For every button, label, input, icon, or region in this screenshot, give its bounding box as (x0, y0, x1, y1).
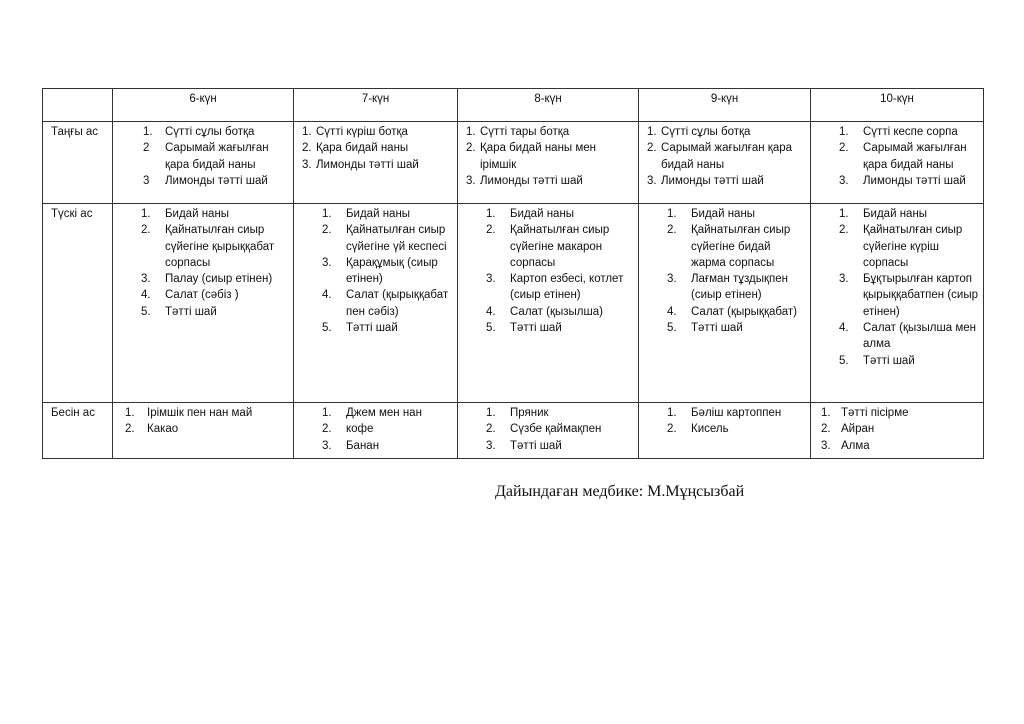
item-text: Бәліш картоппен (691, 407, 782, 419)
item-number: 1. (486, 407, 496, 419)
menu-cell (458, 403, 639, 459)
menu-list (815, 124, 979, 189)
item-number: 3. (486, 273, 496, 286)
list-item (839, 140, 979, 173)
item-number: 4. (141, 289, 151, 302)
day-header: 6-күн (113, 89, 294, 122)
item-number: 3. (466, 174, 476, 187)
menu-cell (294, 204, 458, 403)
item-text: кофе (346, 423, 374, 436)
item-text: Сарымай жағылған қара бидай наны (165, 142, 269, 171)
list-item (322, 320, 453, 336)
item-number: 2 (143, 142, 150, 155)
list-item (466, 173, 634, 189)
meal-label: Таңғы ас (43, 122, 113, 204)
item-number: 3. (322, 256, 332, 269)
item-number: 5. (322, 322, 332, 335)
item-text: Сарымай жағылған қара бидай наны (661, 142, 793, 171)
item-text: Салат (қызылша мен алма (863, 322, 976, 351)
item-text: Сүтті сұлы ботқа (661, 126, 751, 138)
menu-cell (113, 403, 294, 459)
item-text: Сүтті кеспе сорпа (863, 126, 958, 138)
item-text: Сүтті сұлы ботқа (165, 126, 255, 138)
header-row (43, 89, 984, 122)
menu-cell (113, 204, 294, 403)
item-number: 2. (667, 423, 677, 436)
item-text: Қайнатылған сиыр сүйегіне макарон сорпасы (510, 224, 610, 269)
list-item (667, 405, 806, 421)
item-text: Бидай наны (510, 208, 575, 220)
list-item (322, 438, 453, 454)
item-number: 4. (486, 305, 496, 318)
meal-row-snack (43, 403, 984, 459)
item-text: Лимонды тәтті шай (661, 174, 764, 187)
menu-table (42, 88, 984, 459)
meal-label: Түскі ас (43, 204, 113, 403)
menu-cell (639, 122, 811, 204)
item-number: 1. (322, 407, 332, 419)
item-text: Лимонды тәтті шай (316, 158, 419, 171)
list-item (486, 320, 634, 336)
item-number: 5. (667, 322, 677, 335)
item-text: Салат (қырыққабат пен сәбіз) (346, 289, 449, 318)
list-item (486, 421, 634, 437)
menu-list (117, 206, 289, 320)
item-text: Бұқтырылған картоп қырыққабатпен (сиыр етінен) (863, 273, 978, 318)
list-item (141, 304, 289, 320)
menu-cell (811, 204, 984, 403)
list-item (667, 320, 806, 336)
item-number: 5. (141, 305, 151, 318)
item-number: 5. (486, 322, 496, 335)
item-text: Салат (қырыққабат) (691, 305, 797, 318)
item-text: Қайнатылған сиыр сүйегіне қырыққабат сорпасы (165, 224, 275, 269)
item-number: 5. (839, 354, 849, 367)
item-number: 1. (486, 208, 496, 220)
item-number: 2. (839, 142, 849, 155)
item-number: 1. (322, 208, 332, 220)
menu-cell (458, 122, 639, 204)
list-item (647, 140, 806, 173)
list-item (667, 304, 806, 320)
list-item (486, 438, 634, 454)
item-text: Бидай наны (691, 208, 756, 220)
item-text: Тәтті шай (510, 439, 562, 452)
list-item (486, 304, 634, 320)
item-text: Сүзбе қаймақпен (510, 423, 602, 436)
list-item (302, 157, 453, 173)
menu-list (643, 405, 806, 438)
item-number: 3. (486, 439, 496, 452)
list-item (322, 287, 453, 320)
item-number: 3. (302, 158, 312, 171)
item-number: 2. (141, 224, 151, 237)
item-text: Какао (147, 423, 179, 436)
item-text: Бидай наны (346, 208, 411, 220)
menu-cell (639, 403, 811, 459)
item-text: Қайнатылған сиыр сүйегіне үй кеспесі (346, 224, 447, 253)
list-item (486, 271, 634, 304)
item-number: 1. (302, 126, 312, 138)
list-item (125, 405, 289, 421)
corner-cell (43, 89, 113, 122)
list-item (839, 222, 979, 271)
item-text: Айран (841, 423, 875, 436)
list-item (322, 405, 453, 421)
item-number: 2. (667, 224, 677, 237)
menu-list (117, 405, 289, 438)
item-text: Қара бидай наны мен ірімшік (480, 142, 597, 171)
item-number: 3. (839, 174, 849, 187)
item-number: 2. (302, 142, 312, 155)
item-text: Тәтті шай (691, 322, 743, 335)
item-text: Сарымай жағылған қара бидай наны (863, 142, 967, 171)
item-text: Қайнатылған сиыр сүйегіне күріш сорпасы (863, 224, 963, 269)
item-text: Лимонды тәтті шай (863, 174, 966, 187)
menu-list (462, 124, 634, 189)
item-text: Картоп езбесі, котлет (сиыр етінен) (510, 273, 624, 302)
menu-list (298, 405, 453, 454)
list-item (839, 271, 979, 320)
item-text: Лағман тұздықпен (сиыр етінен) (691, 273, 789, 302)
list-item (143, 124, 289, 140)
item-text: Салат (қызылша) (510, 305, 603, 318)
list-item (141, 222, 289, 271)
list-item (141, 287, 289, 303)
item-text: Сүтті күріш ботқа (316, 126, 408, 138)
item-text: Тәтті пісірме (841, 407, 909, 419)
item-text: Салат (сәбіз ) (165, 289, 239, 302)
list-item (667, 206, 806, 222)
menu-list (298, 206, 453, 336)
list-item (302, 140, 453, 156)
list-item (466, 140, 634, 173)
item-number: 1. (839, 126, 849, 138)
list-item (647, 124, 806, 140)
item-number: 1. (647, 126, 657, 138)
item-number: 4. (322, 289, 332, 302)
menu-cell (811, 122, 984, 204)
list-item (839, 320, 979, 353)
meal-row-lunch (43, 204, 984, 403)
list-item (322, 206, 453, 222)
item-number: 2. (125, 423, 135, 436)
item-text: Тәтті шай (863, 354, 915, 367)
list-item (141, 271, 289, 287)
list-item (141, 206, 289, 222)
list-item (322, 222, 453, 255)
list-item (143, 173, 289, 189)
item-text: Лимонды тәтті шай (480, 174, 583, 187)
menu-cell (639, 204, 811, 403)
item-number: 4. (667, 305, 677, 318)
list-item (821, 405, 979, 421)
item-text: Қайнатылған сиыр сүйегіне бидай жарма сорпасы (691, 224, 791, 269)
item-number: 3. (141, 273, 151, 286)
menu-list (643, 206, 806, 336)
meal-label: Бесін ас (43, 403, 113, 459)
menu-cell (811, 403, 984, 459)
item-number: 1. (143, 126, 153, 138)
item-number: 1. (839, 208, 849, 220)
menu-list (298, 124, 453, 173)
menu-cell (294, 122, 458, 204)
item-text: Тәтті шай (510, 322, 562, 335)
item-number: 2. (466, 142, 476, 155)
item-text: Бидай наны (863, 208, 928, 220)
list-item (486, 405, 634, 421)
item-number: 1. (667, 208, 677, 220)
list-item (466, 124, 634, 140)
item-number: 1. (667, 407, 677, 419)
list-item (821, 421, 979, 437)
item-number: 1. (466, 126, 476, 138)
item-number: 2. (322, 224, 332, 237)
menu-list (815, 206, 979, 369)
day-header: 9-күн (639, 89, 811, 122)
item-number: 2. (322, 423, 332, 436)
menu-list (462, 206, 634, 336)
list-item (839, 173, 979, 189)
list-item (143, 140, 289, 173)
item-number: 3. (647, 174, 657, 187)
list-item (647, 173, 806, 189)
item-text: Бидай наны (165, 208, 230, 220)
item-text: Кисель (691, 423, 729, 436)
item-number: 3. (839, 273, 849, 286)
item-number: 4. (839, 322, 849, 335)
item-text: Алма (841, 439, 870, 452)
list-item (821, 438, 979, 454)
day-header: 10-күн (811, 89, 984, 122)
item-text: Лимонды тәтті шай (165, 174, 268, 187)
item-text: Джем мен нан (346, 407, 422, 419)
list-item (322, 421, 453, 437)
list-item (302, 124, 453, 140)
list-item (667, 222, 806, 271)
menu-list (643, 124, 806, 189)
item-text: Қара бидай наны (316, 142, 409, 155)
item-text: Тәтті шай (165, 305, 217, 318)
item-text: Тәтті шай (346, 322, 398, 335)
item-text: Ірімшік пен нан май (147, 407, 253, 419)
item-text: Банан (346, 439, 380, 452)
list-item (125, 421, 289, 437)
item-text: Палау (сиыр етінен) (165, 273, 273, 286)
menu-cell (113, 122, 294, 204)
list-item (839, 353, 979, 369)
item-number: 3. (821, 439, 831, 452)
meal-row-breakfast (43, 122, 984, 204)
list-item (667, 271, 806, 304)
item-number: 2. (486, 423, 496, 436)
item-number: 2. (839, 224, 849, 237)
list-item (839, 206, 979, 222)
item-text: Пряник (510, 407, 549, 419)
list-item (667, 421, 806, 437)
item-number: 3. (667, 273, 677, 286)
list-item (486, 222, 634, 271)
item-text: Сүтті тары ботқа (480, 126, 570, 138)
item-number: 2. (486, 224, 496, 237)
item-number: 1. (141, 208, 151, 220)
signature: Дайындаған медбике: М.Мұңсызбай (495, 483, 745, 500)
day-header: 8-күн (458, 89, 639, 122)
list-item (839, 124, 979, 140)
menu-list (117, 124, 289, 189)
item-text: Қарақұмық (сиыр етінен) (346, 256, 438, 286)
item-number: 3. (322, 439, 332, 452)
item-number: 3 (143, 174, 150, 187)
menu-cell (458, 204, 639, 403)
item-number: 1. (821, 407, 831, 419)
menu-list (462, 405, 634, 454)
menu-list (815, 405, 979, 454)
day-header: 7-күн (294, 89, 458, 122)
item-number: 2. (821, 423, 831, 436)
menu-cell (294, 403, 458, 459)
item-number: 2. (647, 142, 657, 155)
list-item (322, 255, 453, 288)
list-item (486, 206, 634, 222)
item-number: 1. (125, 407, 135, 419)
